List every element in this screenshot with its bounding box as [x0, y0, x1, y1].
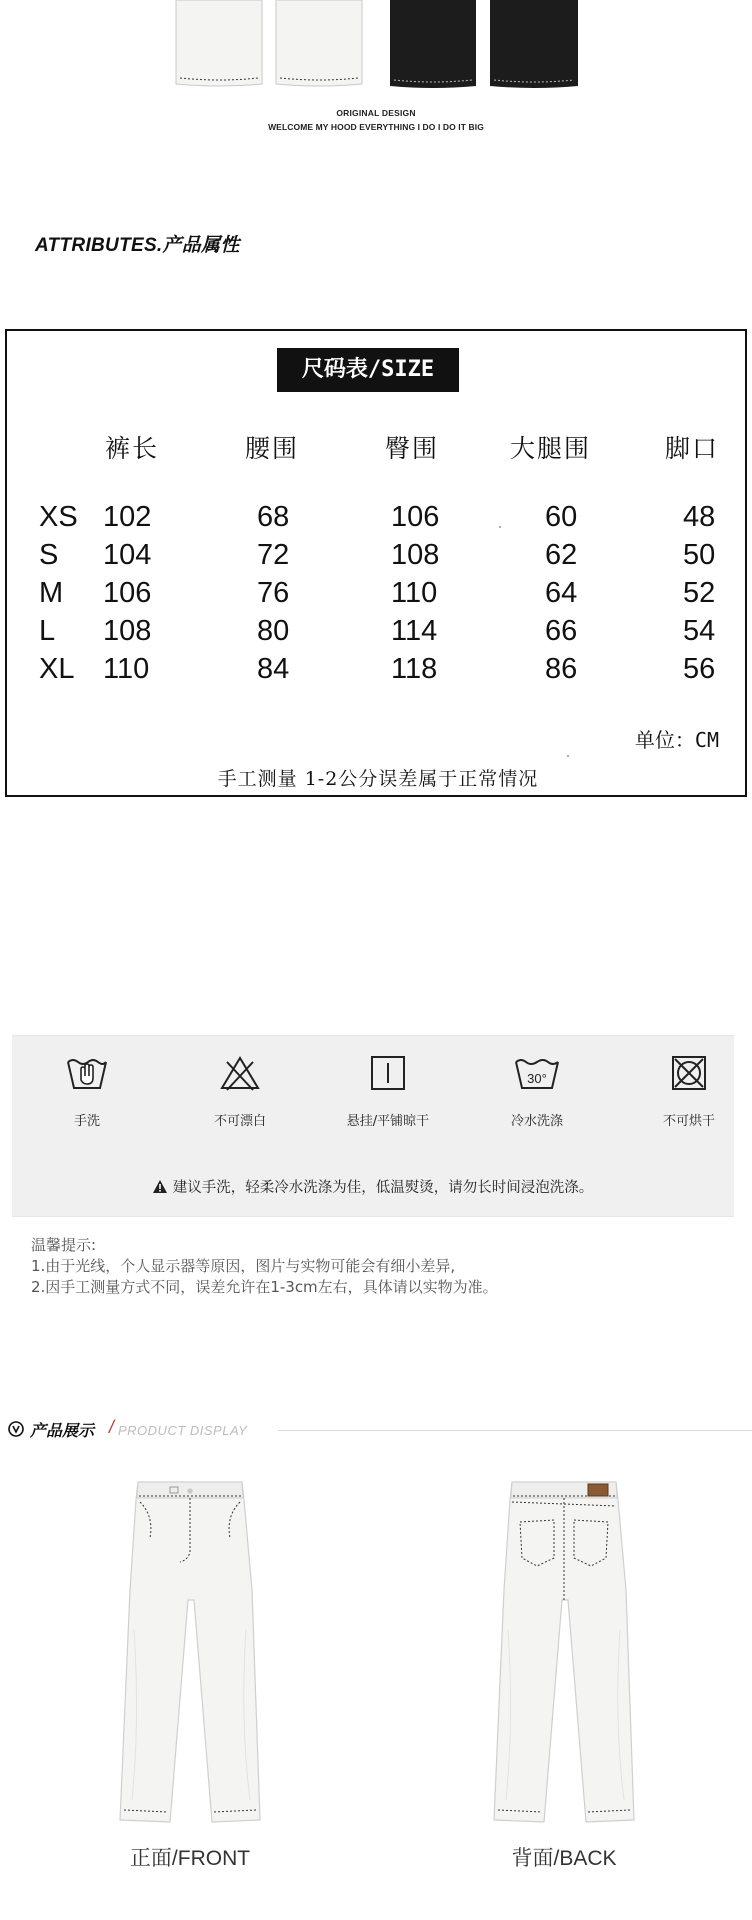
care-item-hand-wash	[32, 1054, 142, 1129]
cell-hem: 48	[683, 501, 716, 533]
cell-thigh: 66	[545, 615, 578, 647]
heading-divider	[278, 1430, 752, 1431]
care-warning	[12, 1176, 734, 1197]
leather-patch	[588, 1484, 608, 1496]
col-header-hem: 脚口	[665, 434, 720, 463]
col-header-waist: 腰围	[245, 434, 300, 463]
wash-temp-label: 30°	[527, 1071, 547, 1086]
cell-length: 104	[103, 539, 152, 571]
care-warning-text: 建议手洗，轻柔冷水洗涤为佳，低温熨烫，请勿长时间浸泡洗涤。	[172, 1180, 594, 1196]
cropped-jeans-image	[0, 0, 752, 100]
warning-icon	[153, 1180, 167, 1193]
front-caption: 正面/FRONT	[129, 1847, 251, 1870]
product-display-cn: 产品展示	[30, 1421, 95, 1440]
cell-hip: 118	[391, 653, 438, 685]
no-tumble-dry-icon	[667, 1054, 711, 1092]
care-label: 不可烘干	[662, 1114, 715, 1129]
care-label: 冷水洗涤	[510, 1114, 563, 1129]
cell-waist: 84	[257, 653, 290, 685]
hero-tagline-2: WELCOME MY HOOD EVERYTHING I DO I DO IT BIG	[268, 122, 484, 132]
cell-length: 106	[103, 577, 152, 609]
size-chart-title: 尺码表/SIZE	[277, 348, 459, 392]
care-label: 不可漂白	[213, 1114, 266, 1129]
jeans-front-image	[110, 1480, 270, 1830]
care-instructions	[12, 1035, 734, 1217]
cold-wash-30-icon	[513, 1054, 561, 1092]
cell-hip: 114	[391, 615, 438, 647]
tips-line-2: 2.因手工测量方式不同，误差允许在1-3cm左右，具体请以实物为准。	[31, 1278, 498, 1296]
cell-hem: 56	[683, 653, 716, 685]
cell-hem: 50	[683, 539, 716, 571]
cell-hip: 106	[391, 501, 440, 533]
care-item-no-bleach	[185, 1054, 295, 1129]
tips-title: 温馨提示:	[31, 1236, 97, 1254]
size-row-m	[7, 577, 749, 613]
heading-slash: /	[109, 1417, 115, 1437]
size-row-xs	[7, 501, 749, 537]
size-row-xl	[7, 653, 749, 689]
unit-label: 单位：CM	[634, 728, 719, 752]
tips-block	[31, 1235, 498, 1298]
no-bleach-icon	[218, 1054, 262, 1092]
col-header-length: 裤长	[105, 434, 160, 463]
cell-thigh: 64	[545, 577, 578, 609]
cell-waist: 80	[257, 615, 290, 647]
brand-logo-icon	[8, 1421, 24, 1437]
col-header-thigh: 大腿围	[510, 434, 592, 463]
hero-banner	[0, 0, 752, 140]
cell-hem: 54	[683, 615, 716, 647]
size-chart	[5, 329, 747, 797]
cell-waist: 76	[257, 577, 290, 609]
care-item-no-tumble-dry	[634, 1054, 744, 1129]
cell-length: 108	[103, 615, 152, 647]
cell-thigh: 60	[545, 501, 578, 533]
attributes-heading: ATTRIBUTES.产品属性	[35, 235, 240, 256]
cell-thigh: 86	[545, 653, 578, 685]
size-label: XL	[39, 653, 75, 685]
care-item-hang-dry	[333, 1054, 443, 1129]
jeans-back-image	[484, 1480, 644, 1830]
product-display-heading	[8, 1418, 752, 1442]
speck-mark	[567, 755, 569, 757]
care-label: 悬挂/平铺晾干	[346, 1114, 430, 1129]
hand-wash-icon	[65, 1054, 109, 1092]
size-row-s	[7, 539, 749, 575]
size-label: M	[39, 577, 64, 609]
tips-line-1: 1.由于光线，个人显示器等原因，图片与实物可能会有细小差异,	[31, 1257, 456, 1275]
size-label: L	[39, 615, 56, 647]
measurement-note: 手工测量 1-2公分误差属于正常情况	[217, 768, 539, 790]
hero-tagline-1: ORIGINAL DESIGN	[336, 108, 416, 118]
cell-hip: 108	[391, 539, 440, 571]
cell-waist: 72	[257, 539, 290, 571]
cell-hip: 110	[391, 577, 438, 609]
speck-mark	[499, 526, 501, 528]
product-display-en: PRODUCT DISPLAY	[118, 1423, 248, 1438]
cell-length: 110	[103, 653, 150, 685]
cell-hem: 52	[683, 577, 716, 609]
size-label: S	[39, 539, 59, 571]
col-header-hip: 臀围	[385, 434, 440, 463]
hang-dry-icon	[366, 1054, 410, 1092]
cell-length: 102	[103, 501, 152, 533]
cell-waist: 68	[257, 501, 290, 533]
care-label: 手洗	[73, 1114, 100, 1129]
size-row-l	[7, 615, 749, 651]
care-item-cold-wash	[482, 1054, 592, 1129]
back-caption: 背面/BACK	[511, 1847, 617, 1870]
cell-thigh: 62	[545, 539, 578, 571]
size-label: XS	[39, 501, 78, 533]
